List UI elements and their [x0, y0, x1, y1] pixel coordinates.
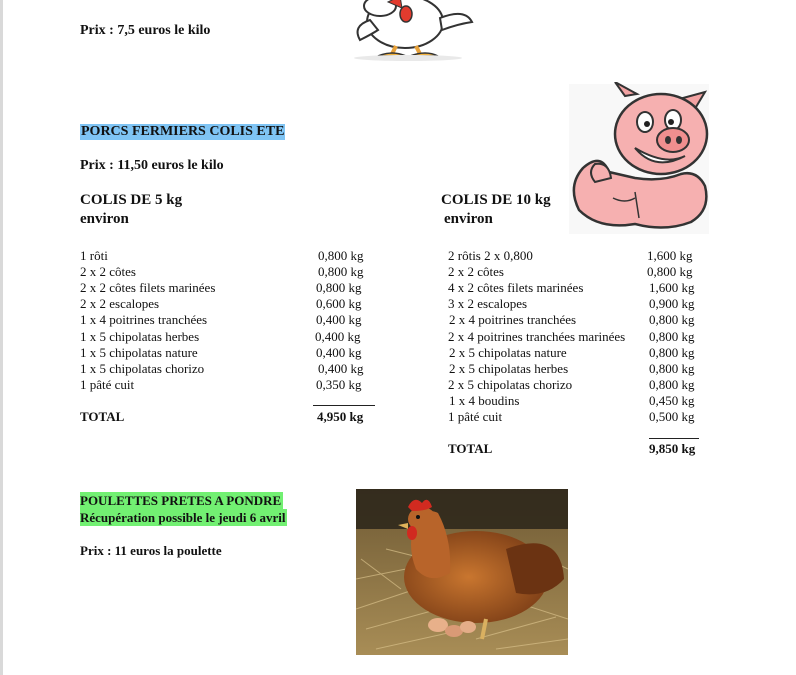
box10-heading-environ: environ [444, 211, 493, 227]
box10-item-name: 2 x 5 chipolatas herbes [449, 361, 569, 376]
box10-item-weight: 0,800 kg [647, 264, 693, 279]
box5-item-weight: 0,400 kg [315, 329, 361, 344]
box10-total-value: 9,850 kg [649, 441, 696, 456]
hen-nest-photo [356, 489, 568, 655]
pullet-section-title: POULETTES PRETES A PONDRE [80, 493, 282, 508]
pullet-price: Prix : 11 euros la poulette [80, 543, 222, 558]
box10-total-rule [649, 438, 699, 439]
page-edge [0, 0, 3, 675]
box10-item-name: 2 x 5 chipolatas nature [449, 345, 567, 360]
box5-item-name: 2 x 2 côtes filets marinées [80, 280, 216, 295]
box5-heading-environ: environ [80, 211, 129, 227]
box5-heading: COLIS DE 5 kg [80, 192, 183, 208]
pig-price: Prix : 11,50 euros le kilo [80, 158, 224, 173]
box5-item-name: 1 x 5 chipolatas chorizo [80, 361, 205, 376]
box5-item-name: 1 pâté cuit [80, 377, 135, 392]
box10-item-name: 2 x 4 poitrines tranchées marinées [448, 329, 626, 344]
box10-item-weight: 1,600 kg [647, 248, 693, 263]
box5-item-weight: 0,800 kg [316, 280, 362, 295]
box5-total-rule [313, 405, 375, 406]
box10-item-name: 2 rôtis 2 x 0,800 [448, 248, 533, 263]
box10-item-name: 1 pâté cuit [448, 409, 503, 424]
pig-section-title: PORCS FERMIERS COLIS ETE [81, 124, 285, 139]
box10-item-weight: 1,600 kg [649, 280, 695, 295]
box10-item-name: 4 x 2 côtes filets marinées [448, 280, 584, 295]
box5-item-name: 2 x 2 côtes [80, 264, 136, 279]
box5-total-label: TOTAL [80, 409, 125, 424]
box10-item-name: 2 x 2 côtes [448, 264, 504, 279]
box5-item-weight: 0,800 kg [318, 248, 364, 263]
box5-item-weight: 0,400 kg [318, 361, 364, 376]
box10-item-name: 3 x 2 escalopes [448, 296, 528, 311]
chicken-cartoon-illustration [330, 0, 480, 62]
chicken-price: Prix : 7,5 euros le kilo [80, 23, 211, 38]
box10-item-name: 2 x 5 chipolatas chorizo [448, 377, 573, 392]
box5-item-weight: 0,350 kg [316, 377, 362, 392]
box10-item-weight: 0,500 kg [649, 409, 695, 424]
box10-item-weight: 0,800 kg [649, 345, 695, 360]
box10-item-weight: 0,800 kg [649, 329, 695, 344]
box5-item-name: 1 x 4 poitrines tranchées [80, 312, 208, 327]
box5-total-value: 4,950 kg [317, 409, 364, 424]
box10-item-weight: 0,800 kg [649, 361, 695, 376]
box5-item-weight: 0,400 kg [316, 345, 362, 360]
box10-item-name: 1 x 4 boudins [449, 393, 520, 408]
box5-item-name: 1 rôti [80, 248, 108, 263]
pig-cartoon-illustration [565, 82, 717, 238]
box5-item-weight: 0,800 kg [318, 264, 364, 279]
box10-heading: COLIS DE 10 kg [441, 192, 551, 208]
box10-item-weight: 0,800 kg [649, 312, 695, 327]
box10-item-name: 2 x 4 poitrines tranchées [449, 312, 577, 327]
box5-item-name: 1 x 5 chipolatas herbes [80, 329, 200, 344]
box5-item-weight: 0,600 kg [316, 296, 362, 311]
box5-item-name: 2 x 2 escalopes [80, 296, 160, 311]
box10-item-weight: 0,450 kg [649, 393, 695, 408]
box5-item-weight: 0,400 kg [316, 312, 362, 327]
box10-item-weight: 0,800 kg [649, 377, 695, 392]
box10-item-weight: 0,900 kg [649, 296, 695, 311]
pullet-pickup-note: Récupération possible le jeudi 6 avril [80, 510, 286, 525]
box10-total-label: TOTAL [448, 441, 493, 456]
box5-item-name: 1 x 5 chipolatas nature [80, 345, 198, 360]
